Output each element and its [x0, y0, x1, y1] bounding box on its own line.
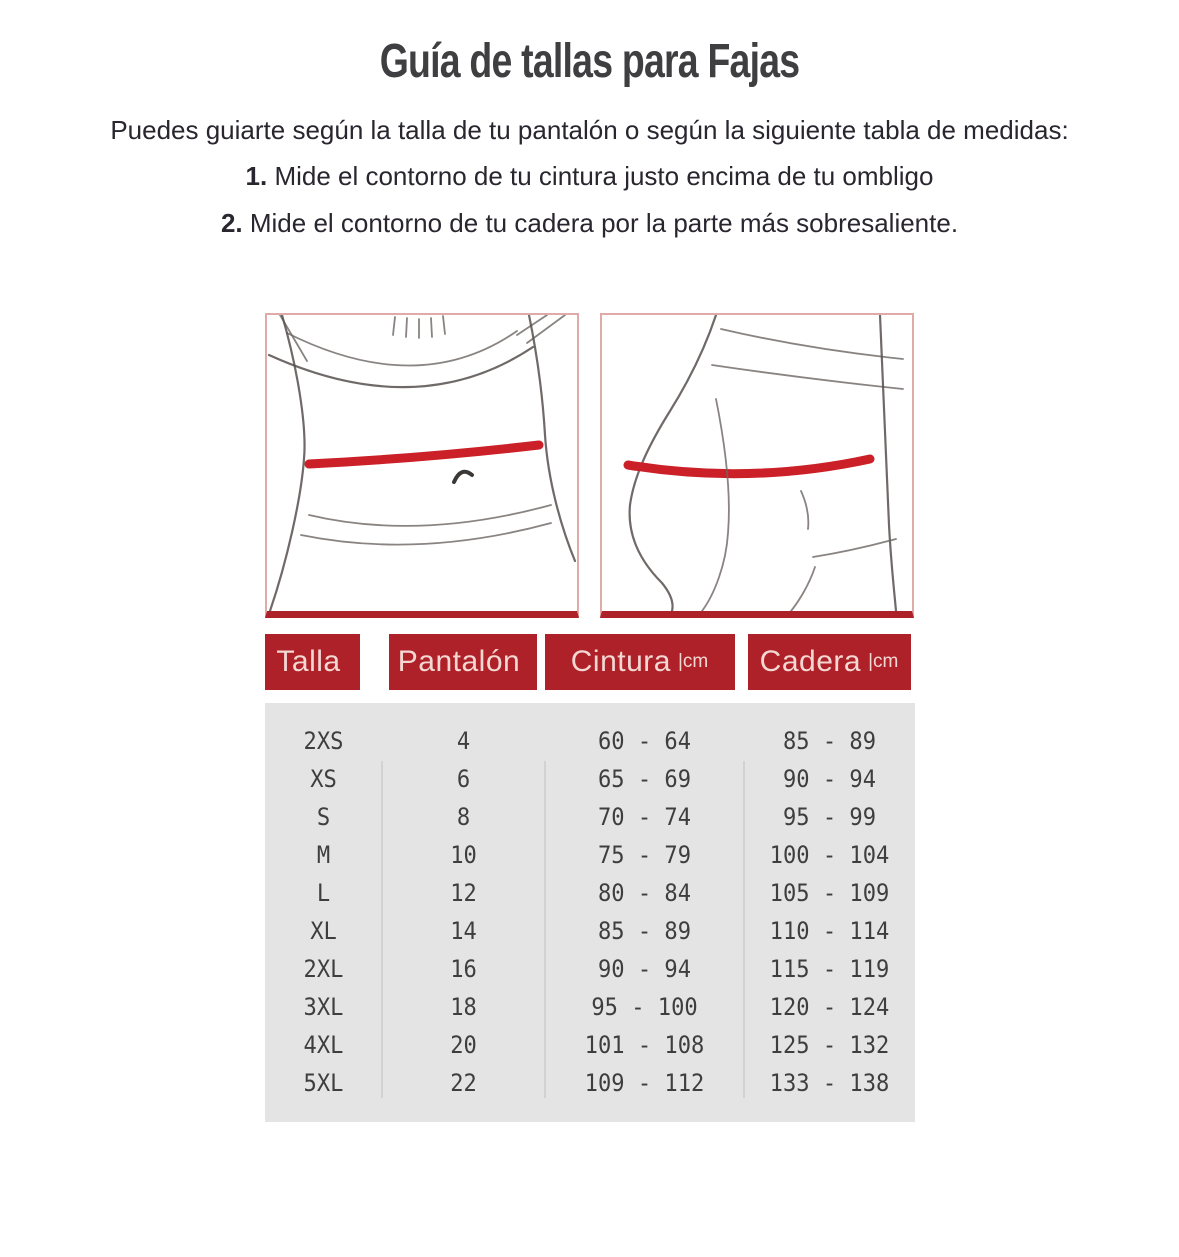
size-cell: XS	[309, 764, 337, 793]
waist-measurement-figure	[265, 313, 579, 618]
waist-cell: 80 - 84	[597, 878, 691, 907]
size-table-header	[265, 634, 915, 690]
size-table	[265, 634, 915, 1122]
pants-col-header	[389, 634, 537, 690]
size-guide-page	[0, 34, 1179, 1122]
waist-cell: 65 - 69	[597, 764, 691, 793]
waist-cell: 70 - 74	[597, 802, 691, 831]
size-cell: 2XS	[303, 726, 343, 755]
header-label: Cintura	[570, 644, 671, 678]
page-title: Guía de tallas para Fajas	[379, 35, 800, 88]
size-cell: L	[316, 878, 330, 907]
intro-text: Puedes guiarte según la talla de tu pantalón o según la siguiente tabla de medidas:	[110, 115, 1069, 146]
pants-cell: 6	[456, 764, 470, 793]
pants-col-header-cell	[382, 634, 545, 690]
pants-cell: 12	[449, 878, 477, 907]
waist-cell: 109 - 112	[584, 1068, 704, 1097]
column-divider	[381, 761, 383, 1098]
waist-col-header	[545, 634, 735, 690]
table-row	[265, 950, 915, 988]
size-cell: M	[316, 840, 330, 869]
hip-cell: 95 - 99	[782, 802, 876, 831]
pants-cell: 20	[449, 1030, 477, 1059]
waist-cell: 101 - 108	[584, 1030, 704, 1059]
header-label: Pantalón	[397, 644, 521, 678]
column-divider	[544, 761, 546, 1098]
hip-diagram	[602, 315, 912, 611]
hip-cell: 120 - 124	[769, 992, 889, 1021]
step-2-number: 2.	[220, 207, 243, 238]
size-cell: XL	[309, 916, 337, 945]
pants-cell: 16	[449, 954, 477, 983]
size-cell: 4XL	[303, 1030, 343, 1059]
header-unit: |cm	[677, 650, 709, 672]
waist-cell: 60 - 64	[597, 726, 691, 755]
step-1	[40, 161, 1140, 192]
hip-cell: 90 - 94	[782, 764, 876, 793]
pants-cell: 8	[456, 802, 470, 831]
hip-cell: 110 - 114	[769, 916, 889, 945]
header-unit: |cm	[868, 650, 899, 672]
pants-cell: 10	[449, 840, 477, 869]
hip-cell: 133 - 138	[769, 1068, 889, 1097]
size-table-body	[265, 703, 915, 1122]
pants-cell: 18	[449, 992, 477, 1021]
table-row	[265, 722, 915, 760]
waist-diagram	[267, 315, 577, 611]
hip-col-header	[748, 634, 911, 690]
hip-col-header-cell	[744, 634, 915, 690]
waist-cell: 85 - 89	[597, 916, 691, 945]
column-divider	[743, 761, 745, 1098]
table-row	[265, 798, 915, 836]
step-2	[40, 208, 1140, 239]
waist-cell: 90 - 94	[597, 954, 691, 983]
hip-cell: 100 - 104	[769, 840, 889, 869]
pants-cell: 22	[449, 1068, 477, 1097]
size-cell: 5XL	[303, 1068, 343, 1097]
step-2-text: Mide el contorno de tu cadera por la parte más sobresaliente.	[249, 207, 959, 238]
hip-cell: 85 - 89	[782, 726, 876, 755]
header-label: Talla	[276, 644, 341, 678]
pants-cell: 14	[449, 916, 477, 945]
size-cell: S	[316, 802, 330, 831]
table-row	[265, 1026, 915, 1064]
table-row	[265, 1064, 915, 1102]
header-label: Cadera	[759, 644, 862, 678]
waist-col-header-cell	[545, 634, 744, 690]
pants-cell: 4	[456, 726, 470, 755]
waist-cell: 95 - 100	[590, 992, 698, 1021]
step-1-text: Mide el contorno de tu cintura justo encima de tu ombligo	[274, 161, 934, 192]
waist-cell: 75 - 79	[597, 840, 691, 869]
table-row	[265, 874, 915, 912]
hip-cell: 125 - 132	[769, 1030, 889, 1059]
table-row	[265, 836, 915, 874]
step-1-number: 1.	[245, 161, 268, 192]
size-cell: 2XL	[303, 954, 343, 983]
size-col-header-cell	[265, 634, 382, 690]
table-row	[265, 760, 915, 798]
size-col-header	[265, 634, 360, 690]
hip-measurement-figure	[600, 313, 914, 618]
hip-cell: 115 - 119	[769, 954, 889, 983]
measurement-figures	[264, 313, 915, 618]
table-row	[265, 988, 915, 1026]
size-cell: 3XL	[303, 992, 343, 1021]
table-row	[265, 912, 915, 950]
hip-cell: 105 - 109	[769, 878, 889, 907]
